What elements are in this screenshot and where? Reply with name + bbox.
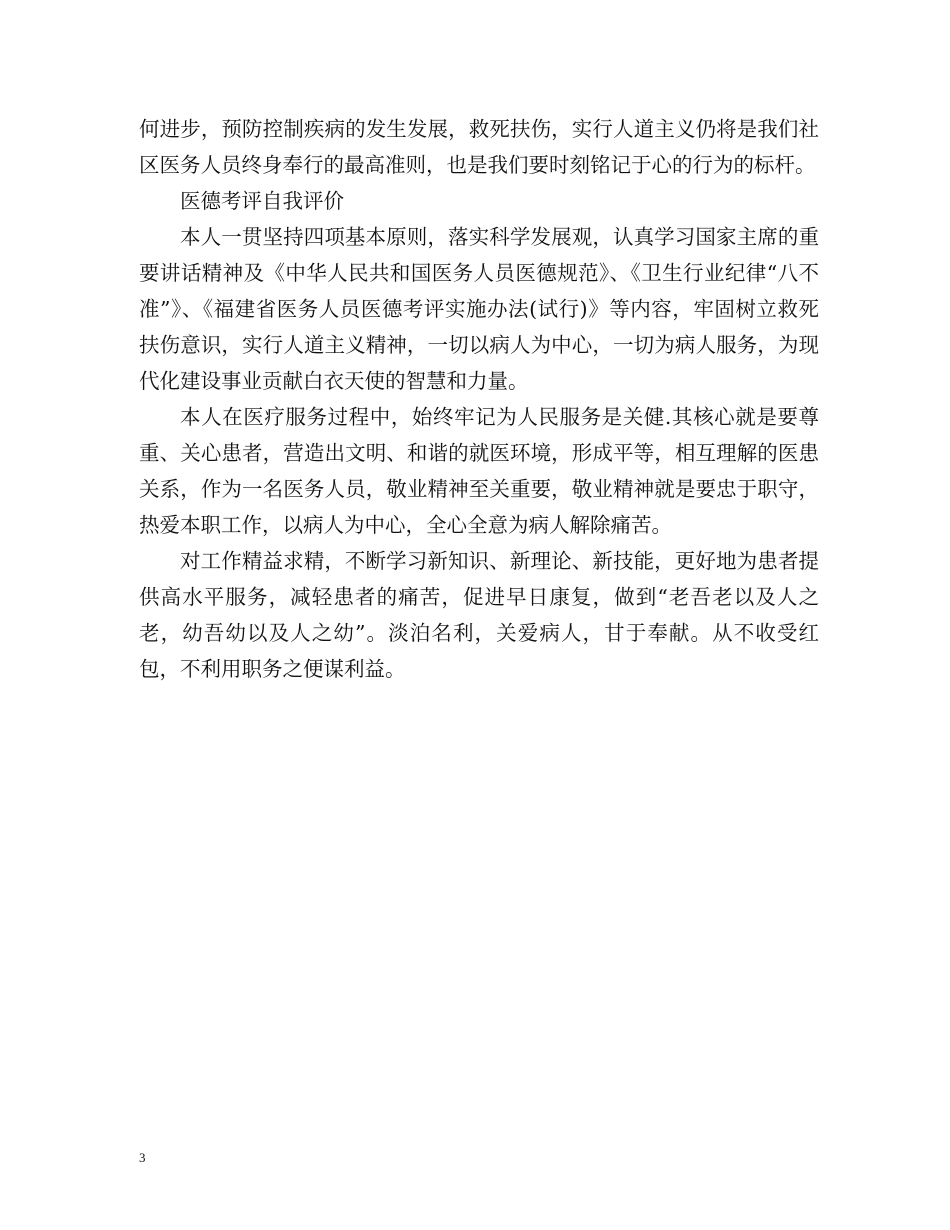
paragraph: 对工作精益求精，不断学习新知识、新理论、新技能，更好地为患者提供高水平服务，减轻患者的痛苦，促进早日康复，做到“老吾老以及人之老，幼吾幼以及人之幼”。淡泊名利，关爱病人，甘于奉献。从不收受红包，不利用职务之便谋利益。 <box>139 549 819 681</box>
paragraph: 本人在医疗服务过程中，始终牢记为人民服务是关健.其核心就是要尊重、关心患者，营造出文明、和谐的就医环境，形成平等，相互理解的医患关系，作为一名医务人员，敬业精神至关重要，敬业精神就是要忠于职守，热爱本职工作，以病人为中心，全心全意为病人解除痛苦。 <box>139 405 819 537</box>
section-heading: 医德考评自我评价 <box>180 189 344 213</box>
document-body <box>139 111 819 687</box>
paragraph-continuation: 何进步，预防控制疾病的发生发展，救死扶伤，实行人道主义仍将是我们社区医务人员终身奉行的最高准则，也是我们要时刻铭记于心的行为的标杆。 <box>139 117 819 177</box>
paragraph: 本人一贯坚持四项基本原则，落实科学发展观，认真学习国家主席的重要讲话精神及《中华人民共和国医务人员医德规范》、《卫生行业纪律“八不准”》、《福建省医务人员医德考评实施办法(试行)》等内容，牢固树立救死扶伤意识，实行人道主义精神，一切以病人为中心，一切为病人服务，为现代化建设事业贡献白衣天使的智慧和力量。 <box>139 225 819 393</box>
page-number: 3 <box>139 1150 146 1165</box>
